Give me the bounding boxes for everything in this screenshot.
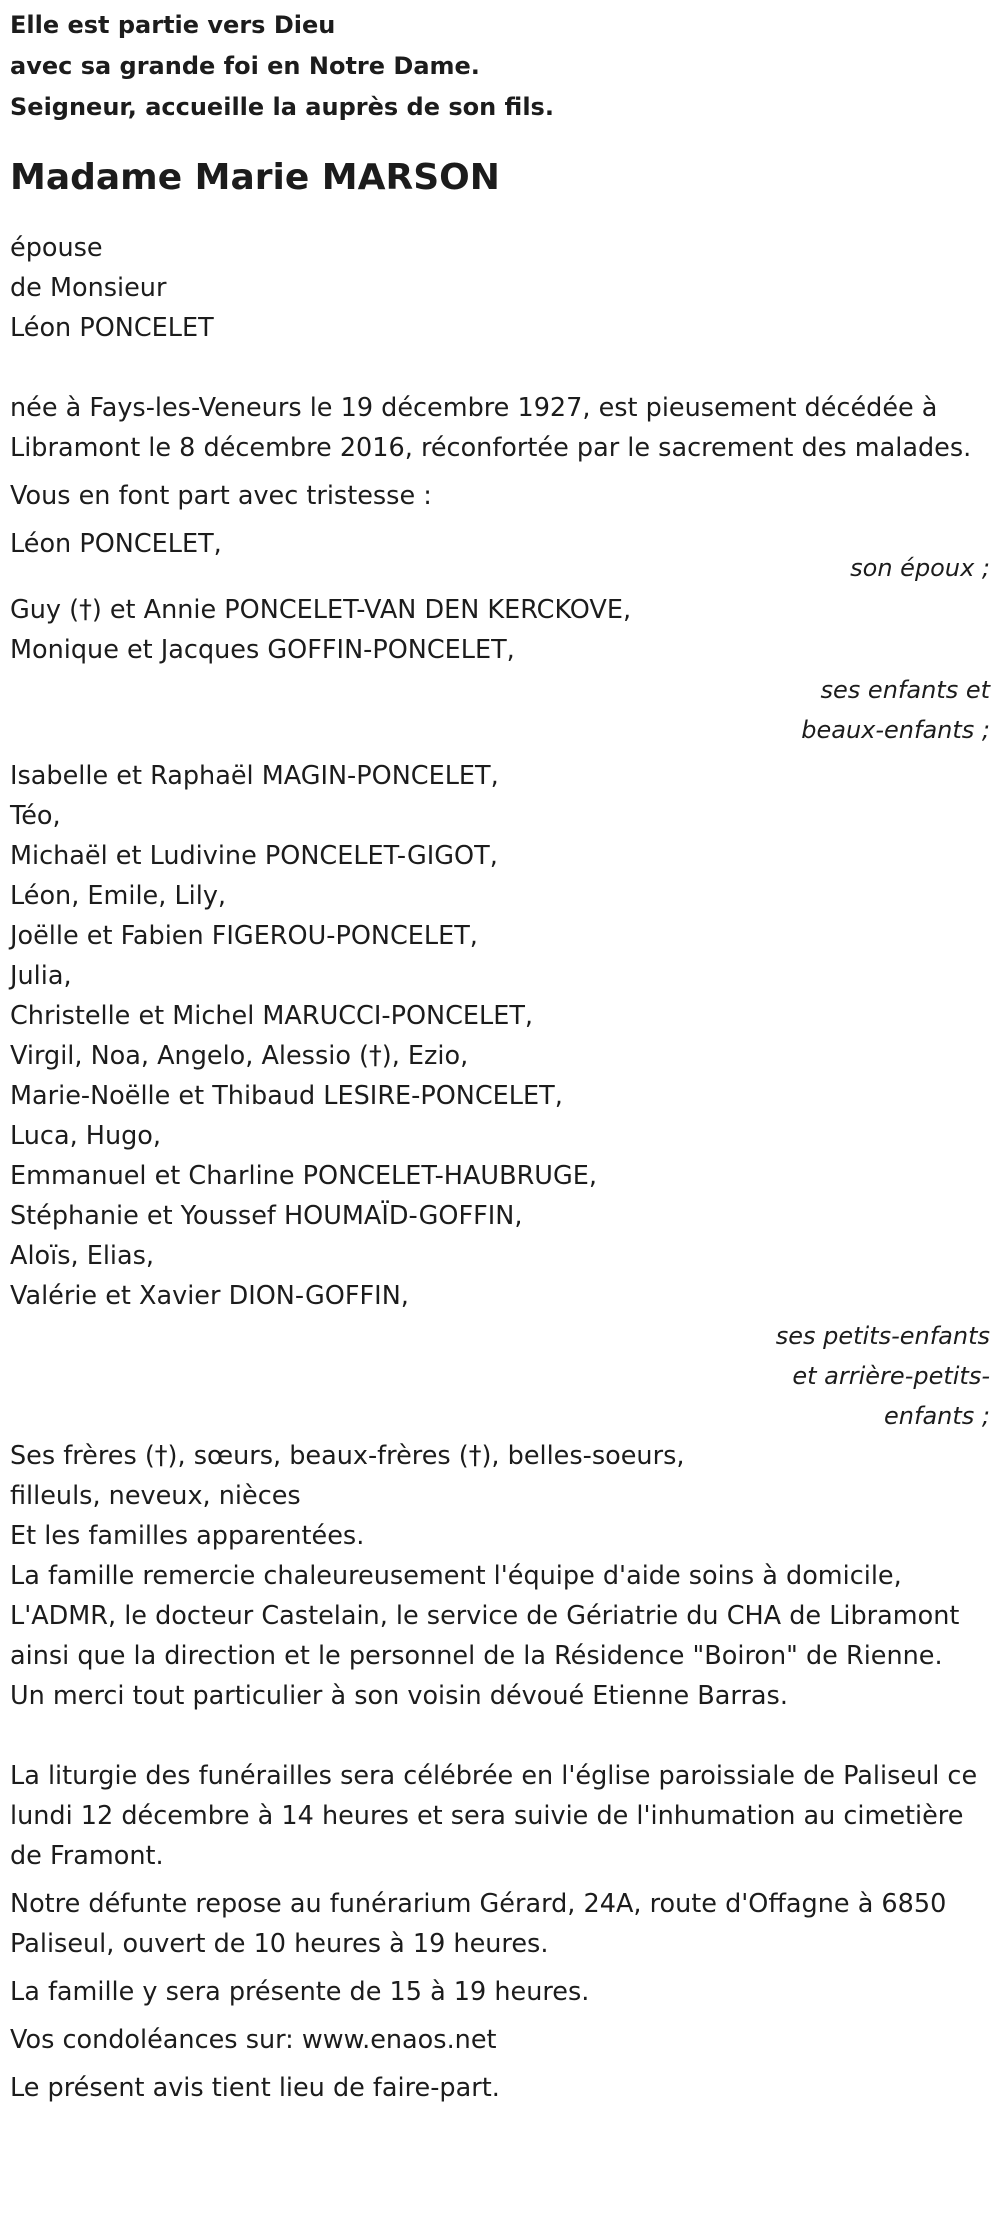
- family-member-line: Christelle et Michel MARUCCI-PONCELET,: [10, 1001, 534, 1031]
- grandchildren-relation: [10, 1316, 990, 1436]
- family-member-line: Isabelle et Raphaël MAGIN-PONCELET,: [10, 761, 499, 791]
- notice-line: Le présent avis tient lieu de faire-part.: [10, 2073, 500, 2103]
- family-member-line: Léon, Emile, Lily,: [10, 881, 227, 911]
- intro-line: avec sa grande foi en Notre Dame.: [10, 52, 480, 80]
- thanks-paragraph: La famille remercie chaleureusement l'équipe d'aide soins à domicile, L'ADMR, le docteur Castelain, le service de Gériatrie du CHA de Libramont ainsi que la direction et le personnel de la Résidence "Boiron" de Rienne.: [10, 1561, 960, 1671]
- family-member-line: Stéphanie et Youssef HOUMAÏD-GOFFIN,: [10, 1201, 523, 1231]
- family-member-line: Michaël et Ludivine PONCELET-GIGOT,: [10, 841, 498, 871]
- family-member-line: Luca, Hugo,: [10, 1121, 162, 1151]
- obituary-notice: [10, 0, 990, 2108]
- intro-line: Elle est partie vers Dieu: [10, 11, 336, 39]
- intro-verse: [10, 5, 990, 128]
- extended-family: [10, 1436, 990, 1556]
- family-member-line: Aloïs, Elias,: [10, 1241, 155, 1271]
- family-member-line: Julia,: [10, 961, 72, 991]
- announcement: Vous en font part avec tristesse :: [10, 481, 432, 511]
- funerarium-paragraph: Notre défunte repose au funérarium Gérard, 24A, route d'Offagne à 6850 Paliseul, ouvert de 10 heures à 19 heures.: [10, 1889, 947, 1959]
- family-member-line: Valérie et Xavier DION-GOFFIN,: [10, 1281, 409, 1311]
- family-line: Ses frères (†), sœurs, beaux-frères (†), belles-soeurs,: [10, 1441, 685, 1471]
- relation-line: ses enfants et: [820, 676, 990, 704]
- relation-line: et arrière-petits-: [792, 1362, 990, 1390]
- family-presence: La famille y sera présente de 15 à 19 heures.: [10, 1977, 590, 2007]
- relation-line: beaux-enfants ;: [801, 716, 990, 744]
- thanks-neighbor: Un merci tout particulier à son voisin dévoué Etienne Barras.: [10, 1681, 788, 1711]
- children-relation: [10, 670, 990, 750]
- relation-line: ses petits-enfants: [775, 1322, 990, 1350]
- grandchildren-group-names: [10, 756, 990, 1316]
- intro-line: Seigneur, accueille la auprès de son fils.: [10, 93, 554, 121]
- family-line: Et les familles apparentées.: [10, 1521, 365, 1551]
- liturgy-paragraph: La liturgie des funérailles sera célébrée en l'église paroissiale de Paliseul ce lundi 12 décembre à 14 heures et sera suivie de l'inhumation au cimetière de Framont.: [10, 1761, 978, 1871]
- relation-line: son époux ;: [850, 554, 990, 582]
- family-member-line: Léon PONCELET,: [10, 529, 222, 559]
- children-group-names: [10, 590, 990, 670]
- family-member-line: Téo,: [10, 801, 61, 831]
- family-line: filleuls, neveux, nièces: [10, 1481, 301, 1511]
- family-member-line: Marie-Noëlle et Thibaud LESIRE-PONCELET,: [10, 1081, 563, 1111]
- family-member-line: Joëlle et Fabien FIGEROU-PONCELET,: [10, 921, 478, 951]
- relation-line: enfants ;: [884, 1402, 990, 1430]
- deceased-name: Madame Marie MARSON: [10, 157, 500, 198]
- condolences-line: Vos condoléances sur: www.enaos.net: [10, 2025, 497, 2055]
- spouse-block: [10, 228, 990, 348]
- family-member-line: Guy (†) et Annie PONCELET-VAN DEN KERCKOVE,: [10, 595, 632, 625]
- birth-death-paragraph: née à Fays-les-Veneurs le 19 décembre 1927, est pieusement décédée à Libramont le 8 décembre 2016, réconfortée par le sacrement des malades.: [10, 393, 972, 463]
- spouse-line: de Monsieur: [10, 273, 167, 303]
- family-member-line: Emmanuel et Charline PONCELET-HAUBRUGE,: [10, 1161, 597, 1191]
- family-member-line: Virgil, Noa, Angelo, Alessio (†), Ezio,: [10, 1041, 469, 1071]
- family-member-line: Monique et Jacques GOFFIN-PONCELET,: [10, 635, 515, 665]
- spouse-line: Léon PONCELET: [10, 313, 214, 343]
- spouse-line: épouse: [10, 233, 103, 263]
